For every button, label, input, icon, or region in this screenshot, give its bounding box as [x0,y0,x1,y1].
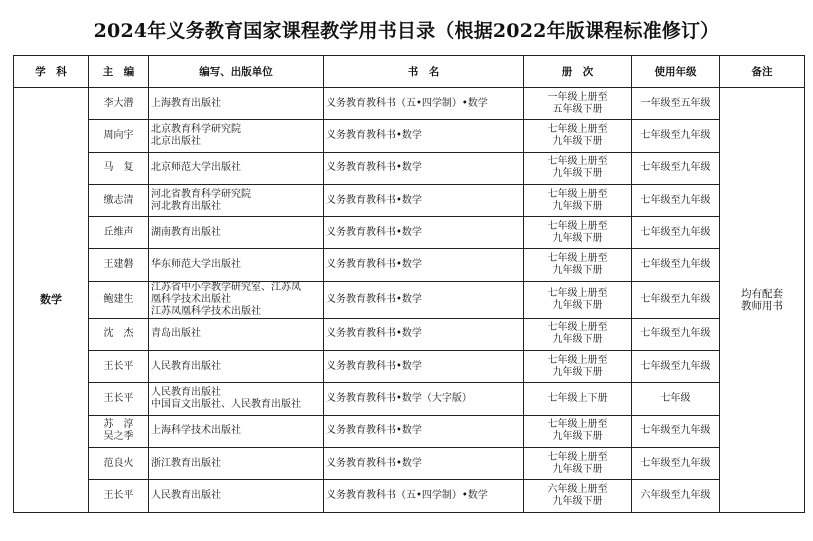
cell-line: 七年级上册至 [547,419,608,431]
cell-line: 华东师范大学出版社 [151,259,241,271]
editor-cell [89,120,149,152]
cell-line: 河北省教育科学研究院 [151,188,251,200]
cell-line: 上海科学技术出版社 [151,425,241,437]
grades-cell: 七年级至九年级 [632,447,720,479]
cell-line: 九年级下册 [552,168,603,180]
cell-line: 七年级上册至 [547,123,608,135]
cell-line: 七年级上册至 [547,287,608,299]
cell-line: 五年级下册 [552,103,603,115]
volumes-cell [524,184,632,216]
book-title-cell: 义务教育教科书•数学 [324,351,524,383]
grades-cell: 七年级至九年级 [632,249,720,281]
cell-line: 北京教育科学研究院 [151,123,241,135]
volumes-cell [524,383,632,415]
publisher-cell [149,480,324,512]
header-grades: 使用年级 [632,56,720,88]
volumes-cell [524,351,632,383]
table-row [14,318,805,350]
cell-line: 王长平 [103,489,134,501]
table-row [14,281,805,318]
volumes-cell [524,281,632,318]
table-row [14,88,805,120]
remarks-cell [720,88,805,513]
book-title-cell: 义务教育教科书•数学 [324,415,524,447]
book-title-cell: 义务教育教科书•数学 [324,184,524,216]
volumes-cell [524,120,632,152]
cell-line: 中国盲文出版社、人民教育出版社 [151,399,301,411]
editor-cell [89,383,149,415]
cell-line: 沈 杰 [103,328,134,340]
cell-line: 七年级上册至 [547,220,608,232]
book-title-cell: 义务教育教科书•数学 [324,217,524,249]
header-editor: 主 编 [89,56,149,88]
table-row [14,447,805,479]
cell-line: 浙江教育出版社 [151,457,221,469]
cell-line: 九年级下册 [552,495,603,507]
table-row [14,351,805,383]
book-title-cell: 义务教育教科书•数学 [324,318,524,350]
editor-cell [89,318,149,350]
grades-cell: 七年级至九年级 [632,415,720,447]
book-title-cell: 义务教育教科书•数学 [324,120,524,152]
cell-line: 周向宇 [103,129,134,141]
table-row [14,120,805,152]
header-book-title: 书 名 [324,56,524,88]
header-subject: 学 科 [14,56,89,88]
grades-cell: 一年级至五年级 [632,88,720,120]
page-title: 2024年义务教育国家课程教学用书目录（根据2022年版课程标准修订） [93,20,720,42]
book-title-cell: 义务教育教科书•数学 [324,281,524,318]
editor-cell [89,415,149,447]
volumes-cell [524,217,632,249]
table-row [14,217,805,249]
publisher-cell [149,281,324,318]
editor-cell [89,480,149,512]
table-body [14,88,805,513]
cell-line: 九年级下册 [552,299,603,311]
grades-cell: 七年级至九年级 [632,281,720,318]
header-volumes: 册 次 [524,56,632,88]
publisher-cell [149,383,324,415]
grades-cell: 七年级至九年级 [632,217,720,249]
cell-line: 九年级下册 [552,366,603,378]
cell-line: 九年级下册 [552,232,603,244]
cell-line: 青岛出版社 [151,328,201,340]
cell-line: 苏 淳 [103,419,134,431]
editor-cell [89,184,149,216]
cell-line: 范良火 [103,457,134,469]
editor-cell [89,281,149,318]
cell-line: 七年级上册至 [547,188,608,200]
table-row [14,480,805,512]
cell-line: 丘维声 [103,226,134,238]
subject-cell: 数学 [14,88,89,513]
cell-line: 七年级上册至 [547,156,608,168]
cell-line: 七年级上下册 [547,393,608,405]
book-title-cell: 义务教育教科书•数学 [324,447,524,479]
cell-line: 七年级上册至 [547,253,608,265]
book-title-cell: 义务教育教科书•数学（大字版） [324,383,524,415]
header-publisher: 编写、出版单位 [149,56,324,88]
grades-cell: 七年级至九年级 [632,318,720,350]
grades-cell: 七年级至九年级 [632,351,720,383]
grades-cell: 七年级至九年级 [632,152,720,184]
cell-line: 一年级上册至 [547,91,608,103]
header-remarks: 备注 [720,56,805,88]
publisher-cell [149,152,324,184]
cell-line: 九年级下册 [552,334,603,346]
grades-cell: 六年级至九年级 [632,480,720,512]
editor-cell [89,351,149,383]
book-title-cell: 义务教育教科书（五•四学制）•数学 [324,88,524,120]
editor-cell [89,217,149,249]
cell-line: 人民教育出版社 [151,489,221,501]
publisher-cell [149,249,324,281]
cell-line: 王建磐 [103,259,134,271]
cell-line: 北京师范大学出版社 [151,162,241,174]
cell-line: 六年级上册至 [547,483,608,495]
volumes-cell [524,152,632,184]
cell-line: 北京出版社 [151,135,201,147]
cell-line: 均有配套 [741,287,783,300]
table-row [14,383,805,415]
cell-line: 上海教育出版社 [151,97,221,109]
publisher-cell [149,88,324,120]
publisher-cell [149,184,324,216]
volumes-cell [524,480,632,512]
cell-line: 李大潜 [103,97,134,109]
volumes-cell [524,88,632,120]
cell-line: 鲍建生 [103,293,134,305]
cell-line: 九年级下册 [552,200,603,212]
cell-line: 人民教育出版社 [151,387,221,399]
cell-line: 吴之季 [103,431,134,443]
editor-cell [89,249,149,281]
editor-cell [89,152,149,184]
book-title-cell: 义务教育教科书（五•四学制）•数学 [324,480,524,512]
cell-line: 河北教育出版社 [151,200,221,212]
cell-line: 江苏省中小学教学研究室、江苏凤 [151,281,301,293]
header-row [14,56,805,88]
textbook-catalog-table [13,55,805,513]
book-title-cell: 义务教育教科书•数学 [324,249,524,281]
cell-line: 九年级下册 [552,431,603,443]
cell-line: 缴志清 [103,194,134,206]
cell-line: 九年级下册 [552,265,603,277]
cell-line: 王长平 [103,393,134,405]
grades-cell: 七年级 [632,383,720,415]
publisher-cell [149,120,324,152]
cell-line: 马 复 [103,162,134,174]
publisher-cell [149,447,324,479]
publisher-cell [149,217,324,249]
cell-line: 教师用书 [741,299,783,312]
table-row [14,249,805,281]
cell-line: 七年级上册至 [547,322,608,334]
cell-line: 人民教育出版社 [151,360,221,372]
cell-line: 七年级上册至 [547,354,608,366]
table-row [14,184,805,216]
publisher-cell [149,318,324,350]
volumes-cell [524,249,632,281]
cell-line: 王长平 [103,360,134,372]
cell-line: 湖南教育出版社 [151,226,221,238]
book-title-cell: 义务教育教科书•数学 [324,152,524,184]
cell-line: 九年级下册 [552,463,603,475]
grades-cell: 七年级至九年级 [632,120,720,152]
editor-cell [89,88,149,120]
cell-line: 凰科学技术出版社 [151,293,231,305]
publisher-cell [149,351,324,383]
volumes-cell [524,318,632,350]
cell-line: 七年级上册至 [547,451,608,463]
table-row [14,152,805,184]
publisher-cell [149,415,324,447]
volumes-cell [524,415,632,447]
editor-cell [89,447,149,479]
cell-line: 江苏凤凰科学技术出版社 [151,305,261,317]
table-row [14,415,805,447]
cell-line: 九年级下册 [552,135,603,147]
grades-cell: 七年级至九年级 [632,184,720,216]
volumes-cell [524,447,632,479]
